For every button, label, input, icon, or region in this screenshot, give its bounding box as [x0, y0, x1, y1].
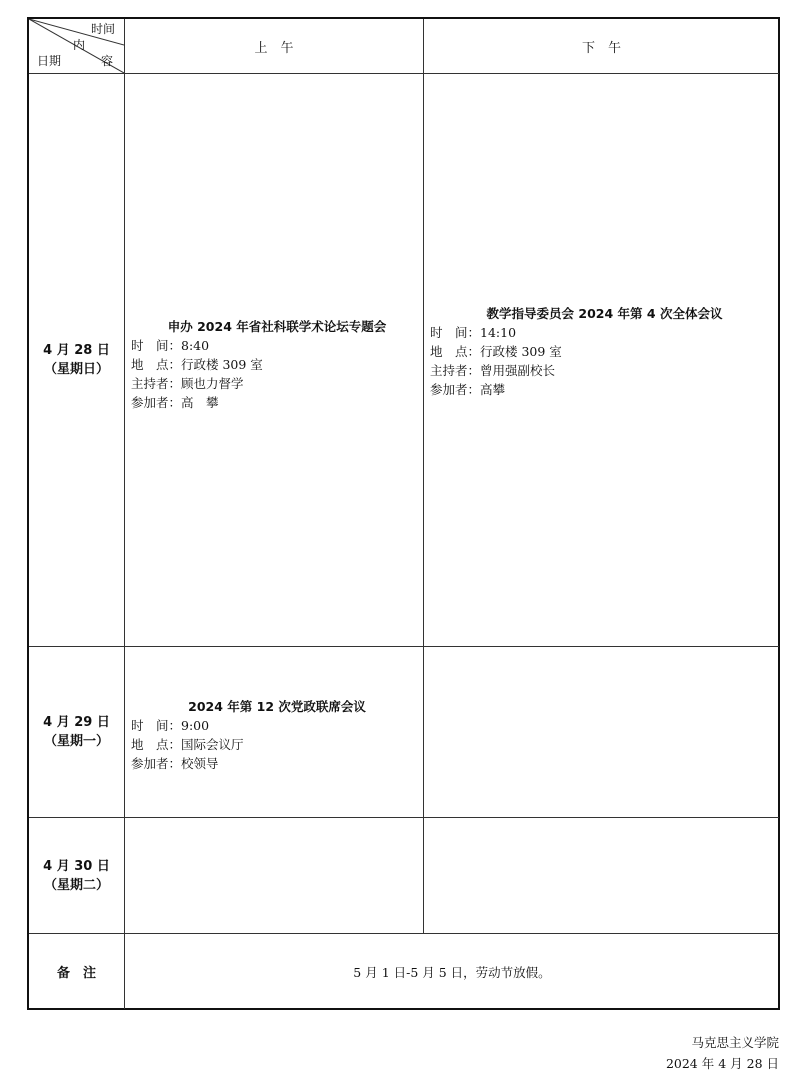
- event-location: 地 点：行政楼 309 室: [430, 344, 562, 359]
- date-label: 4 月 28 日: [43, 343, 110, 358]
- event-location: 地 点：国际会议厅: [131, 737, 244, 752]
- event-title: 2024 年第 12 次党政联席会议: [188, 699, 366, 714]
- weekday-label: （星期二）: [43, 877, 109, 893]
- schedule-table: [27, 17, 780, 1010]
- date-cell-apr28: [29, 74, 124, 646]
- corner-content-top-label: 内: [73, 38, 86, 52]
- event-location: 地 点：行政楼 309 室: [131, 357, 263, 372]
- corner-date-label: 日期: [37, 54, 62, 68]
- event-title: 申办 2024 年省社科联学术论坛专题会: [167, 319, 387, 334]
- note-label: 备 注: [56, 966, 96, 981]
- footer-org: 马克思主义学院: [691, 1035, 779, 1050]
- event-attendees: 参加者：高攀: [430, 382, 506, 397]
- header-corner-cell: [29, 19, 124, 73]
- header-morning: 上 午: [254, 40, 294, 56]
- date-cell-apr29: [29, 647, 124, 817]
- event-time: 时 间：8:40: [131, 338, 210, 353]
- weekday-label: （星期日）: [43, 362, 109, 377]
- event-host: 主持者：顾也力督学: [131, 376, 244, 391]
- event-title: 教学指导委员会 2024 年第 4 次全体会议: [486, 306, 723, 321]
- event-apr28-afternoon: [424, 304, 779, 399]
- corner-content-bottom-label: 容: [101, 54, 114, 68]
- event-apr29-morning: [125, 697, 423, 773]
- row-divider-header: [29, 73, 779, 74]
- date-cell-apr30: [29, 818, 124, 933]
- row-divider-29: [29, 817, 779, 818]
- date-label: 4 月 30 日: [43, 858, 110, 874]
- event-time: 时 间：9:00: [131, 718, 210, 733]
- row-divider-28: [29, 646, 779, 647]
- event-time: 时 间：14:10: [430, 325, 517, 340]
- event-attendees: 参加者：高 攀: [131, 395, 219, 410]
- header-afternoon: 下 午: [581, 40, 621, 56]
- date-label: 4 月 29 日: [43, 715, 110, 730]
- column-divider-ampm: [423, 19, 424, 934]
- event-host: 主持者：曾用强副校长: [430, 363, 556, 378]
- corner-time-label: 时间: [91, 22, 116, 36]
- note-text: 5 月 1 日-5 月 5 日，劳动节放假。: [353, 964, 551, 980]
- column-divider-date: [124, 19, 125, 1009]
- footer-date: 2024 年 4 月 28 日: [665, 1056, 779, 1071]
- event-attendees: 参加者：校领导: [131, 756, 219, 771]
- event-apr28-morning: [125, 317, 423, 412]
- weekday-label: （星期一）: [43, 734, 109, 749]
